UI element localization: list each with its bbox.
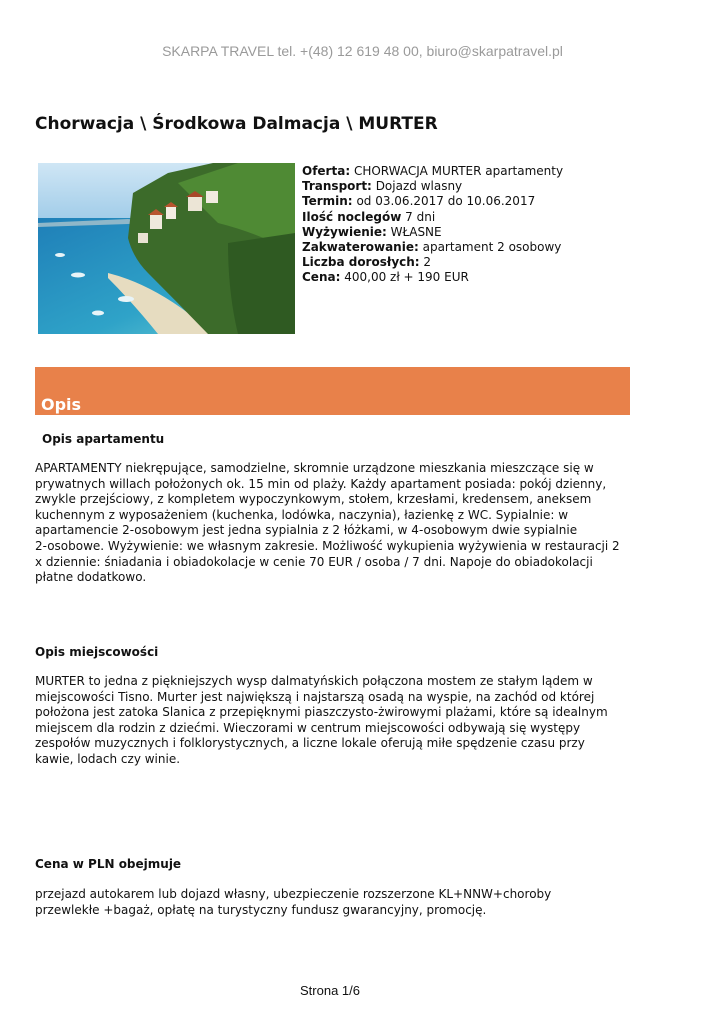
offer-row: Termin: od 03.06.2017 do 10.06.2017 xyxy=(302,194,536,209)
place-heading: Opis miejscowości xyxy=(35,645,159,659)
offer-row: Cena: 400,00 zł + 190 EUR xyxy=(302,270,469,285)
offer-row: Wyżywienie: WŁASNE xyxy=(302,224,442,239)
offer-row: Zakwaterowanie: apartament 2 osobowy xyxy=(302,240,562,255)
price-description: przejazd autokarem lub dojazd własny, ubezpieczenie rozszerzone KL+NNW+choroby przewlekłe +bagaż, opłatę na turystyczny fundusz gwarancyjny, promocję. xyxy=(35,887,552,917)
section-heading-band xyxy=(35,367,630,415)
offer-row: Ilość noclegów 7 dni xyxy=(302,209,436,224)
offer-photo xyxy=(38,163,295,334)
offer-row: Transport: Dojazd wlasny xyxy=(302,179,463,194)
offer-row: Oferta: CHORWACJA MURTER apartamenty xyxy=(302,164,564,178)
place-description: MURTER to jedna z piękniejszych wysp dalmatyńskich połączona mostem ze stałym lądem w miejscowości Tisno. Murter jest największą i najstarszą osadą na wyspie, na zachód od której położona jest zatoka Slanica z przepięknymi piaszczysto-żwirowymi plażami, które są idealnym miejscem dla rodzin z dziećmi. Wieczorami w centrum miejscowości odbywają się występy zespołów muzycznych i folklorystycznych, a liczne lokale oferują miłe spędzenie czasu przy kawie, lodach czy winie. xyxy=(35,674,608,766)
offer-details xyxy=(302,164,563,286)
page-footer: Strona 1/6 xyxy=(300,983,360,998)
apartment-heading: Opis apartamentu xyxy=(42,432,165,446)
price-heading: Cena w PLN obejmuje xyxy=(35,857,182,871)
section-heading: Opis xyxy=(41,395,82,414)
page-header: SKARPA TRAVEL tel. +(48) 12 619 48 00, biuro@skarpatravel.pl xyxy=(162,43,563,59)
apartment-description: APARTAMENTY niekrępujące, samodzielne, skromnie urządzone mieszkania mieszczące się w prywatnych willach położonych ok. 15 min od plaży. Każdy apartament posiada: pokój dzienny, zwykle przejściowy, z kompletem wypoczynkowym, stołem, krzesłami, kredensem, aneksem kuchennym z wyposażeniem (kuchenka, lodówka, naczynia), łazienkę z WC. Sypialnie: w apartamencie 2-osobowym jest jedna sypialnia z 2 łóżkami, w 4-osobowym dwie sypialnie 2-osobowe. Wyżywienie: we własnym zakresie. Możliwość wykupienia wyżywienia w restauracji 2 x dziennie: śniadania i obiadokolacje w cenie 70 EUR / osoba / 7 dni. Napoje do obiadokolacji płatne dodatkowo. xyxy=(35,461,620,585)
page-title: Chorwacja \ Środkowa Dalmacja \ MURTER xyxy=(35,114,438,134)
offer-row: Liczba dorosłych: 2 xyxy=(302,255,432,270)
